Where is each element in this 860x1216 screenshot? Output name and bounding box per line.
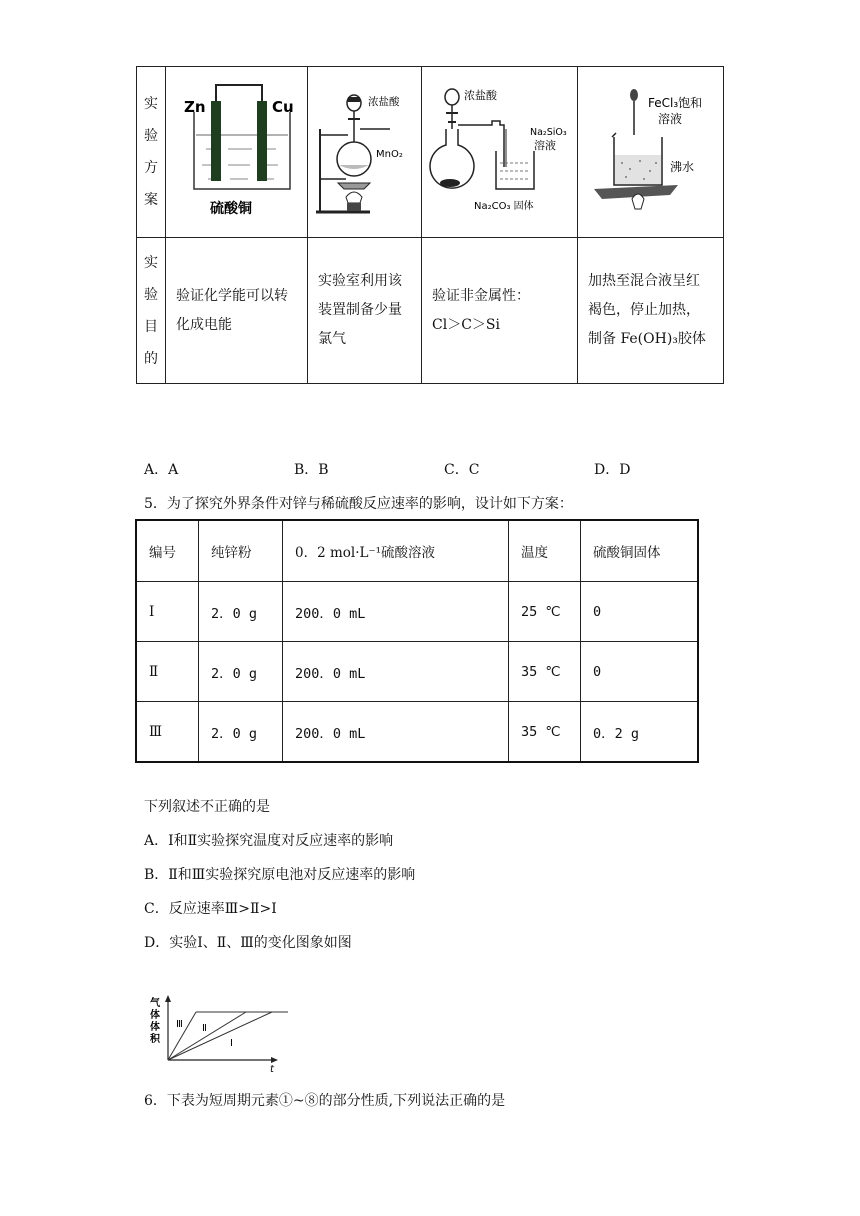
- goal-line: 制备 Fe(OH)₃胶体: [588, 331, 706, 347]
- header-cell: 编号: [136, 520, 199, 582]
- goal-line: 验证非金属性：: [432, 287, 530, 304]
- header-cell: 硫酸铜固体: [581, 520, 699, 582]
- table-cell: 200．0 mL: [283, 642, 509, 702]
- colloid-preparation-diagram: [578, 67, 723, 233]
- experiment-table: [136, 66, 724, 384]
- table-row: [136, 642, 698, 702]
- goal-b: [308, 238, 422, 384]
- table-cell: 0: [581, 582, 699, 642]
- header-char: 方: [144, 160, 158, 176]
- label-iii: Ⅲ: [176, 1019, 183, 1030]
- q5-option-a[interactable]: A．Ⅰ和Ⅱ实验探究温度对反应速率的影响: [144, 833, 394, 849]
- ylabel-char: 体: [150, 1010, 160, 1021]
- header-char: 实: [144, 254, 158, 271]
- goal-c: [422, 238, 578, 384]
- goal-line: 实验室利用该: [318, 273, 402, 289]
- table-cell: 0．2 g: [581, 702, 699, 763]
- label-ii: Ⅱ: [202, 1023, 207, 1034]
- header-cell: 0．2 mol·L⁻¹硫酸溶液: [283, 520, 509, 582]
- header-goal: [137, 238, 166, 384]
- label-i: Ⅰ: [230, 1038, 233, 1049]
- goal-line: 氯气: [318, 331, 346, 347]
- apparatus-c-cell: [422, 67, 578, 238]
- x-axis-arrow: [271, 1057, 278, 1063]
- apparatus-b-cell: [308, 67, 422, 238]
- table-cell: Ⅱ: [136, 642, 199, 702]
- gas-volume-graph: [146, 994, 296, 1074]
- goal-line: 验证化学能可以转: [176, 287, 288, 304]
- header-char: 验: [144, 286, 158, 303]
- mno2-label: MnO₂: [376, 149, 403, 160]
- goal-d: [578, 238, 724, 384]
- header-char: 目: [144, 318, 158, 335]
- q4-option-b[interactable]: B．B: [294, 462, 329, 478]
- q5-option-c[interactable]: C．反应速率Ⅲ>Ⅱ>Ⅰ: [144, 901, 277, 917]
- apparatus-d-cell: [578, 67, 724, 238]
- q5-stem: 5．为了探究外界条件对锌与稀硫酸反应速率的影响，设计如下方案：: [144, 496, 573, 512]
- solution-label: 溶液: [534, 139, 556, 152]
- header-cell: 纯锌粉: [199, 520, 283, 582]
- q5-option-d[interactable]: D．实验Ⅰ、Ⅱ、Ⅲ的变化图象如图: [144, 935, 352, 951]
- boiling-water-label: 沸水: [670, 160, 695, 174]
- table-cell: 0: [581, 642, 699, 702]
- table-cell: 200．0 mL: [283, 582, 509, 642]
- cu-label: Cu: [272, 98, 294, 116]
- na2sio3-label: Na₂SiO₃: [530, 127, 567, 138]
- table-cell: 2．0 g: [199, 642, 283, 702]
- table-cell: 2．0 g: [199, 582, 283, 642]
- goal-line: 褐色，停止加热，: [588, 302, 700, 318]
- electrolyte-caption: 硫酸铜: [210, 201, 252, 217]
- q4-option-a[interactable]: A．A: [144, 462, 179, 478]
- header-cell: 温度: [509, 520, 581, 582]
- goal-line: 加热至混合液呈红: [588, 273, 700, 289]
- ylabel-char: 体: [150, 1022, 160, 1033]
- table-row: [136, 702, 698, 763]
- table-cell: 35 ℃: [509, 642, 581, 702]
- table-cell: 2．0 g: [199, 702, 283, 763]
- xlabel-t: t: [270, 1064, 274, 1074]
- apparatus-a-cell: [166, 67, 308, 238]
- y-axis-arrow: [165, 995, 171, 1002]
- acidity-comparison-diagram: [422, 67, 577, 233]
- fecl3-label: FeCl₃饱和: [648, 96, 703, 110]
- ylabel-char: 气: [150, 998, 160, 1009]
- q5-option-b[interactable]: B．Ⅱ和Ⅲ实验探究原电池对反应速率的影响: [144, 867, 416, 883]
- galvanic-cell-diagram: [166, 67, 307, 233]
- table-cell: 25 ℃: [509, 582, 581, 642]
- header-char: 的: [144, 350, 158, 367]
- table-cell: Ⅰ: [136, 582, 199, 642]
- conc-hcl-label: 浓盐酸: [368, 96, 400, 108]
- goal-line: Cl＞C＞Si: [432, 316, 500, 333]
- table-cell: 35 ℃: [509, 702, 581, 763]
- ylabel-char: 积: [150, 1034, 160, 1045]
- table-cell: Ⅲ: [136, 702, 199, 763]
- q5-prompt: 下列叙述不正确的是: [144, 799, 270, 815]
- header-plan: [137, 67, 166, 238]
- chlorine-generator-diagram: [308, 67, 421, 233]
- header-char: 验: [144, 128, 158, 144]
- table-header-row: [136, 520, 698, 582]
- table-cell: 200．0 mL: [283, 702, 509, 763]
- conc-hcl-label: 浓盐酸: [464, 89, 497, 102]
- curve-i: [168, 1012, 272, 1060]
- q6-stem: 6．下表为短周期元素①~⑧的部分性质,下列说法正确的是: [144, 1093, 506, 1109]
- q4-option-c[interactable]: C．C: [444, 462, 480, 478]
- q4-option-d[interactable]: D．D: [594, 462, 631, 478]
- header-char: 实: [144, 96, 158, 112]
- goal-a: [166, 238, 308, 384]
- zn-label: Zn: [184, 98, 206, 116]
- goal-line: 化成电能: [176, 316, 232, 333]
- header-char: 案: [144, 192, 158, 208]
- table-row: [136, 582, 698, 642]
- goal-line: 装置制备少量: [318, 302, 402, 318]
- solution-label: 溶液: [658, 112, 683, 126]
- q5-table: [135, 519, 699, 763]
- na2co3-label: Na₂CO₃ 固体: [474, 201, 534, 212]
